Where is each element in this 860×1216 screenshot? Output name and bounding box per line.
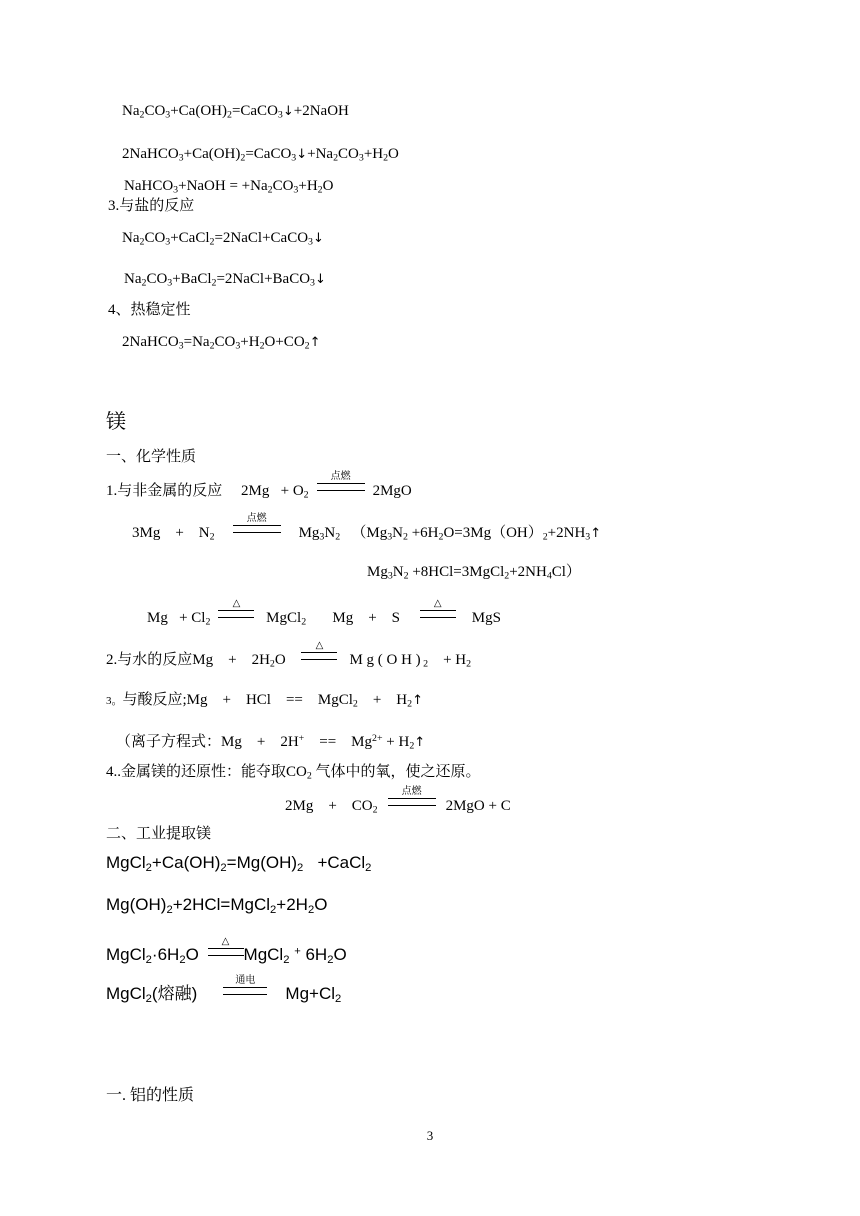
equation-mg-co2: 2Mg + $CO_2$ 点燃 2MgO + C xyxy=(285,786,511,816)
heading-thermal-stability: 4、热稳定性 xyxy=(108,302,191,318)
reaction-condition-equals: △ xyxy=(218,610,254,618)
equation-ionic: （离子方程式：Mg + 2H+ == $Mg^{2+}$ + $H_2↑$ xyxy=(116,733,426,752)
down-arrow-icon: ↓ xyxy=(314,272,326,287)
heading-salt-reaction: 3.与盐的反应 xyxy=(108,198,195,214)
equation-nahco3-decompose: $2NaHCO_3=Na_2CO_3+H_2O+CO_2↑$ xyxy=(122,334,321,352)
up-arrow-icon: ↑ xyxy=(412,693,423,708)
equation-na2co3-cacl2: $Na_2CO_3+CaCl_2=2NaCl+CaCO_3↓$ xyxy=(122,230,324,248)
equation-na2co3-caoh2: $Na_2CO_3+Ca(OH)_2=CaCO_3↓+2NaOH$ xyxy=(122,103,349,121)
equation-mgoh2-hcl: $Mg(OH)_2+2HCl=MgCl_2+2H_2O$ xyxy=(106,895,328,916)
reaction-condition-equals: △ xyxy=(208,948,244,956)
up-arrow-icon: ↑ xyxy=(590,526,602,541)
equation-mg-n2: 3Mg + $N_2$ 点燃 $Mg_3N_2$ （$Mg_3N_2$ $+6H_2O=3Mg(OH)_2+2NH_3↑$ xyxy=(132,513,602,543)
down-arrow-icon: ↓ xyxy=(312,231,324,246)
equation-mg-cl2-s: $Mg + Cl_2$ △ MgCl$_2$ Mg + S △ MgS xyxy=(147,598,501,628)
heading-reducing-property: 4..金属镁的还原性：能夺取$CO_2$ 气体中的氧，使之还原。 xyxy=(106,764,481,782)
page-number: 3 xyxy=(426,1128,434,1143)
down-arrow-icon: ↓ xyxy=(282,104,294,119)
reaction-condition-equals: △ xyxy=(420,610,456,618)
reaction-condition-equals: 点燃 xyxy=(388,798,436,806)
reaction-condition-equals: △ xyxy=(301,652,337,660)
section-title-aluminium: 一. 铝的性质 xyxy=(106,1087,195,1104)
equation-nahco3-caoh2: $2NaHCO_3+Ca(OH)_2=CaCO_3↓+Na_2CO_3+H_2O$ xyxy=(122,146,399,164)
section-title-magnesium: 镁 xyxy=(106,411,126,433)
equation-mg3n2-hcl: $Mg_3N_2$ $+8HCl=3MgCl_2+2NH_4Cl$） xyxy=(367,564,581,582)
down-arrow-icon: ↓ xyxy=(296,147,308,162)
equation-mgcl2-caoh2: $MgCl_2+Ca(OH)_2=Mg(OH)_2$ +CaCl$_2$ xyxy=(106,853,372,874)
reaction-condition-equals: 通电 xyxy=(223,987,267,995)
heading-water: 2.与水的反应 xyxy=(106,652,193,668)
reaction-condition-equals: 点燃 xyxy=(233,525,281,533)
equation-mg-o2: 1.与非金属的反应 $2Mg + O_2$ 点燃 2MgO xyxy=(106,471,412,501)
reaction-condition-equals: 点燃 xyxy=(317,483,365,491)
equation-mg-acid: 3。与酸反应;Mg + HCl == MgCl$_2$ + $H_2↑$ xyxy=(106,692,423,710)
up-arrow-icon: ↑ xyxy=(414,735,426,750)
equation-mgcl2-electrolysis: MgCl$_2$(熔融) 通电 $Mg+Cl_2$ xyxy=(106,975,342,1005)
equation-na2co3-bacl2: $Na_2CO_3+BaCl_2=2NaCl+BaCO_3↓$ xyxy=(124,271,326,289)
heading-industrial-extraction: 二、工业提取镁 xyxy=(106,826,212,842)
equation-mgcl2-hydrate: $MgCl_2\cdot 6H_2O$ △ MgCl$_2$ + $6H_2O$ xyxy=(106,936,347,966)
heading-nonmetal: 1.与非金属的反应 xyxy=(106,483,223,499)
equation-mg-water: 2.与水的反应Mg + $2H_2O$ △ M g ( O H ) $_2$ + $H_2$ xyxy=(106,640,472,670)
heading-chemical-properties: 一、化学性质 xyxy=(106,449,197,465)
equation-nahco3-naoh: NaHCO$_3$+NaOH = $+Na_2CO_3+H_2O$ xyxy=(124,178,334,196)
ionic-label: （离子方程式： xyxy=(116,734,222,750)
up-arrow-icon: ↑ xyxy=(309,335,321,350)
heading-acid: 与酸反应; xyxy=(122,692,187,708)
